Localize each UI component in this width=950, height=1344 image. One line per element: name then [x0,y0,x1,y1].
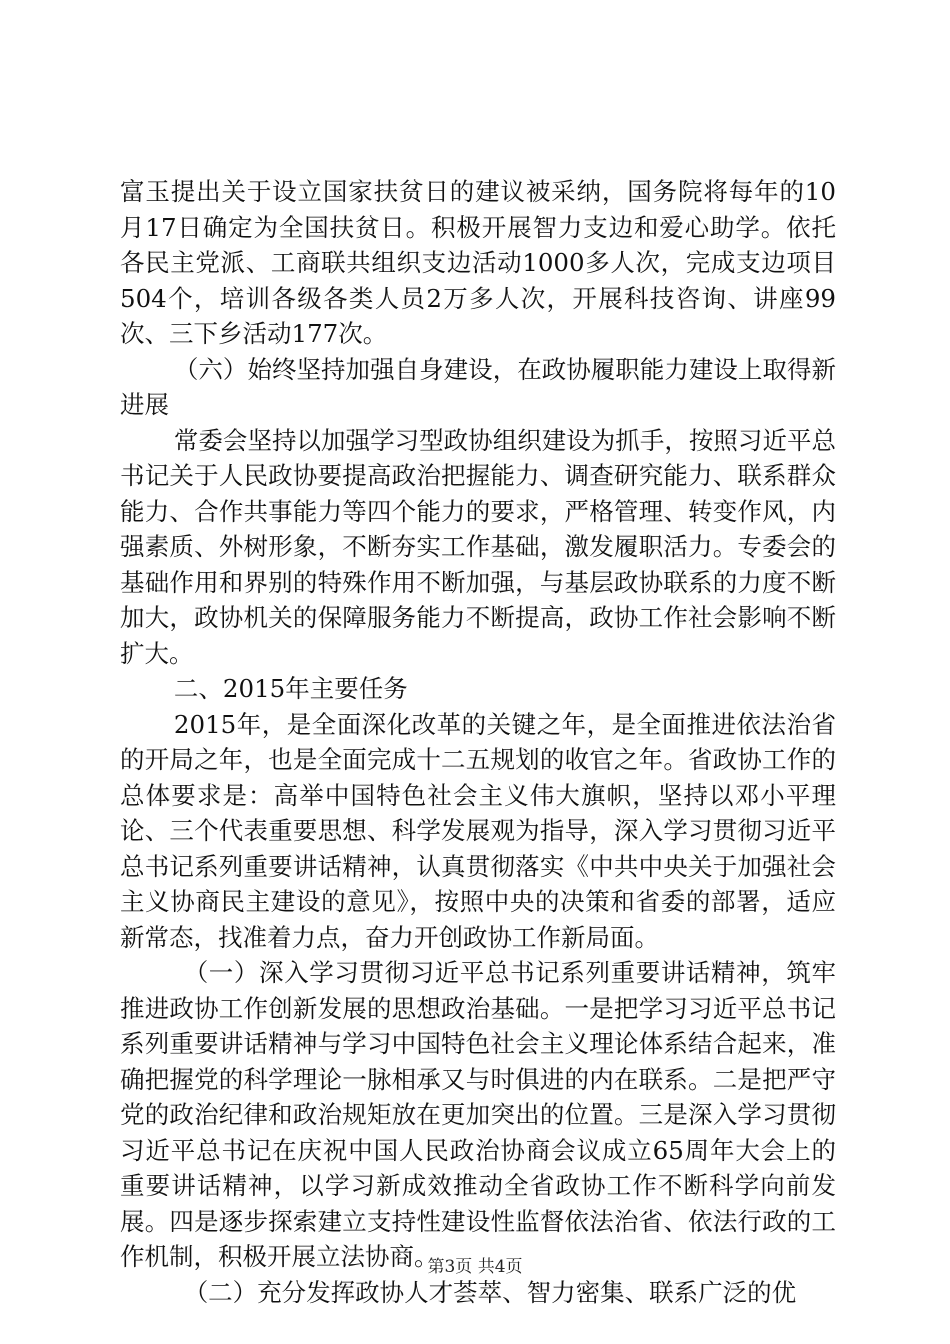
section-heading-2015-tasks: 二、2015年主要任务 [173,674,408,703]
section-heading-six: （六）始终坚持加强自身建设，在政协履职能力建设上取得新进展 [120,354,836,419]
paragraph-task-two: （二）充分发挥政协人才荟萃、智力密集、联系广泛的优 [183,1277,797,1307]
document-body [120,174,836,1310]
paragraph-standing-committee: 常委会坚持以加强学习型政协组织建设为抓手，按照习近平总书记关于人民政协要提高政治把握能力、调查研究能力、联系群众能力、合作共事能力等四个能力的要求，严格管理、转变作风，内强素质、外树形象，不断夯实工作基础，激发履职活力。专委会的基础作用和界别的特殊作用不断加强，与基层政协联系的力度不断加大，政协机关的保障服务能力不断提高，政协工作社会影响不断扩大。 [120,425,836,668]
paragraph-2015-overview: 2015年，是全面深化改革的关键之年，是全面推进依法治省的开局之年，也是全面完成十二五规划的收官之年。省政协工作的总体要求是：高举中国特色社会主义伟大旗帜，坚持以邓小平理论、三个代表重要思想、科学发展观为指导，深入学习贯彻习近平总书记系列重要讲话精神，认真贯彻落实《中共中央关于加强社会主义协商民主建设的意见》，按照中央的决策和省委的部署，适应新常态，找准着力点，奋力开创政协工作新局面。 [120,709,836,952]
paragraph-continuation: 富玉提出关于设立国家扶贫日的建议被采纳，国务院将每年的10月17日确定为全国扶贫日。积极开展智力支边和爱心助学。依托各民主党派、工商联共组织支边活动1000多人次，完成支边项目504个，培训各级各类人员2万多人次，开展科技咨询、讲座99次、三下乡活动177次。 [120,177,836,348]
paragraph-task-one: （一）深入学习贯彻习近平总书记系列重要讲话精神，筑牢推进政协工作创新发展的思想政治基础。一是把学习习近平总书记系列重要讲话精神与学习中国特色社会主义理论体系结合起来，准确把握党的科学理论一脉相承又与时俱进的内在联系。二是把严守党的政治纪律和政治规矩放在更加突出的位置。三是深入学习贯彻习近平总书记在庆祝中国人民政治协商会议成立65周年大会上的重要讲话精神，以学习新成效推动全省政协工作不断科学向前发展。四是逐步探索建立支持性建设性监督依法治省、依法行政的工作机制，积极开展立法协商。 [120,958,836,1271]
page-footer: 第3页 共4页 [427,1257,523,1277]
